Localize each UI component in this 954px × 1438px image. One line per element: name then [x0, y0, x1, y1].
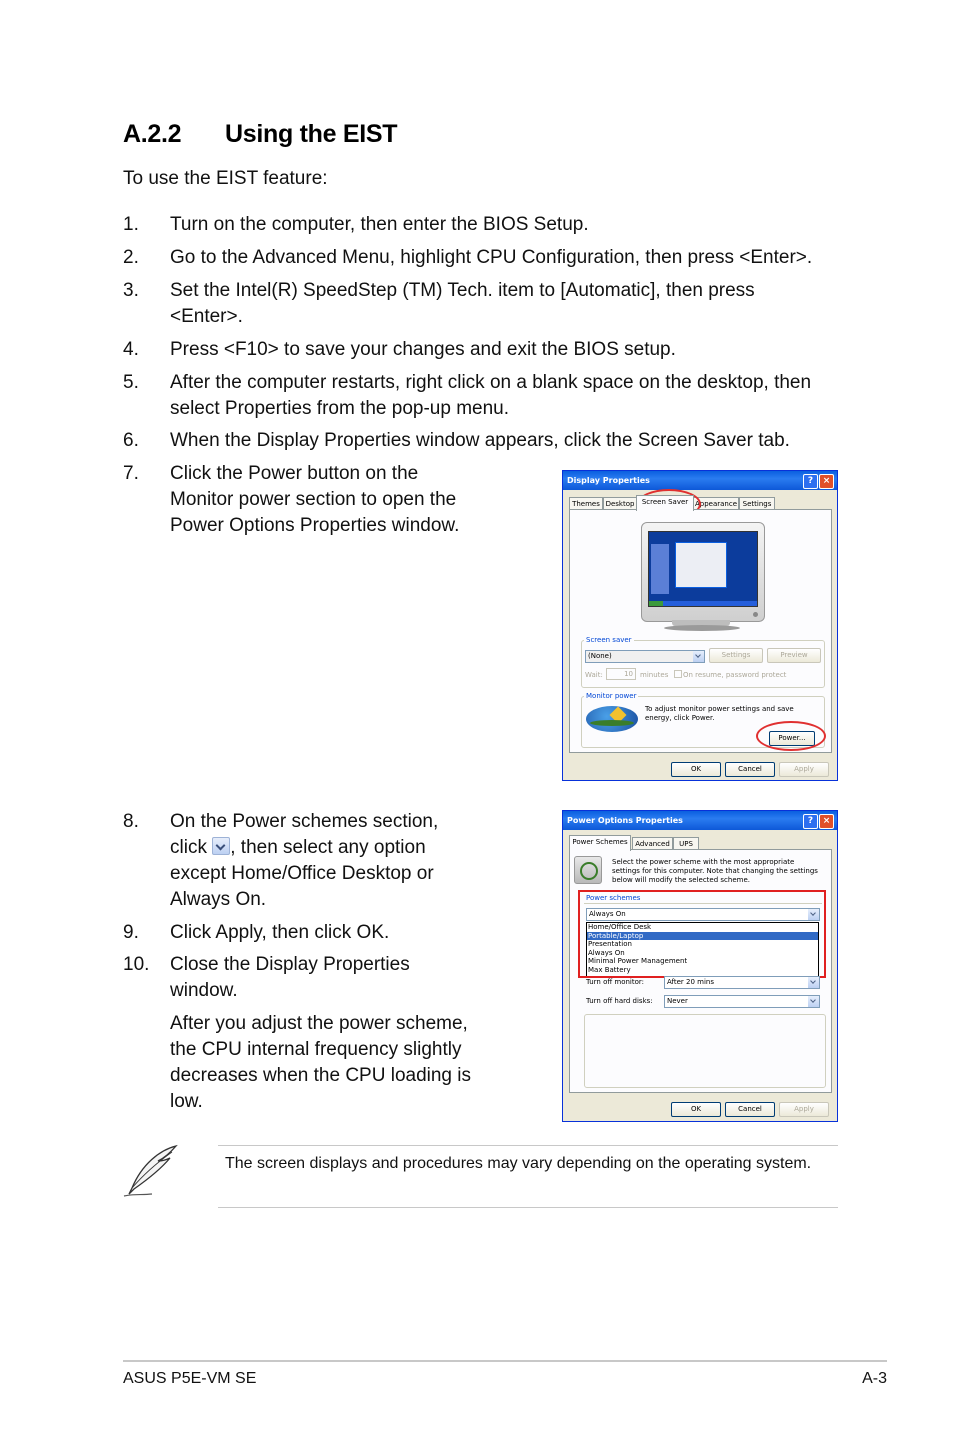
power-options-titlebar: Power Options Properties [563, 811, 837, 830]
settings-group [584, 1014, 826, 1088]
note-text: The screen displays and procedures may vary depending on the operating system. [225, 1155, 812, 1172]
tab-advanced[interactable]: Advanced [632, 837, 673, 850]
list-item[interactable]: Always On [588, 948, 625, 957]
minutes-label: minutes [640, 671, 669, 679]
dropdown-arrow-icon [212, 837, 230, 855]
monitor-off-combo[interactable]: After 20 mins [664, 976, 820, 989]
list-item[interactable]: Minimal Power Management [588, 957, 688, 966]
settings-button[interactable]: Settings [709, 648, 763, 663]
monitor-icon [641, 522, 765, 622]
section-number: A.2.2 [123, 120, 182, 148]
disks-off-label: Turn off hard disks: [586, 997, 653, 1005]
section-heading [123, 120, 397, 149]
tab-desktop[interactable]: Desktop [603, 497, 637, 510]
power-icon [574, 856, 602, 884]
display-properties-window [562, 470, 838, 781]
screen-saver-combo[interactable]: (None) [585, 650, 705, 663]
apply-button[interactable]: Apply [779, 762, 829, 777]
monitor-off-label: Turn off monitor: [586, 978, 645, 986]
chevron-down-icon [808, 977, 819, 988]
power-schemes-panel [569, 849, 832, 1093]
monitor-screen [648, 531, 758, 607]
ok-button[interactable]: OK [671, 1102, 721, 1117]
list-item[interactable]: Max Battery [588, 965, 631, 974]
close-icon[interactable]: × [819, 814, 834, 829]
note-top-rule [218, 1145, 838, 1146]
resume-checkbox[interactable] [674, 670, 682, 678]
help-icon[interactable]: ? [803, 474, 818, 489]
apply-button[interactable]: Apply [779, 1102, 829, 1117]
help-icon[interactable]: ? [803, 814, 818, 829]
cancel-button[interactable]: Cancel [725, 762, 775, 777]
list-item-selected[interactable]: Portable/Laptop [587, 932, 818, 941]
tab-ups[interactable]: UPS [673, 837, 699, 850]
note-bottom-rule [218, 1207, 838, 1208]
ok-button[interactable]: OK [671, 762, 721, 777]
footer-product: ASUS P5E-VM SE [123, 1370, 257, 1387]
resume-label: On resume, password protect [683, 671, 787, 679]
footer-rule [123, 1360, 887, 1362]
feather-pen-icon [120, 1142, 182, 1200]
wait-label: Wait: [585, 671, 603, 679]
power-button[interactable]: Power... [769, 731, 815, 746]
cancel-button[interactable]: Cancel [725, 1102, 775, 1117]
preview-button[interactable]: Preview [767, 648, 821, 663]
intro-text: To use the EIST feature: [123, 168, 328, 189]
power-description: Select the power scheme with the most appropriate settings for this computer. Note that changing the settings below will modify the selected scheme. [612, 858, 818, 884]
tab-screen-saver[interactable]: Screen Saver [636, 495, 694, 511]
power-scheme-combo[interactable]: Always On [586, 908, 820, 921]
energy-star-icon [586, 706, 638, 732]
tab-power-schemes[interactable]: Power Schemes [569, 835, 631, 851]
screen-saver-panel [569, 509, 832, 753]
chevron-down-icon [808, 996, 819, 1007]
tab-appearance[interactable]: Appearance [693, 497, 739, 510]
power-schemes-label: Power schemes [586, 894, 641, 902]
tab-themes[interactable]: Themes [569, 497, 603, 510]
chevron-down-icon [693, 651, 704, 662]
close-icon[interactable]: × [819, 474, 834, 489]
display-properties-titlebar: Display Properties [563, 471, 837, 490]
power-schemes-highlight [578, 890, 826, 978]
monitor-power-text: To adjust monitor power settings and save energy, click Power. [645, 705, 794, 722]
list-item[interactable]: Home/Office Desk [588, 923, 652, 931]
section-title: Using the EIST [225, 120, 398, 148]
screen-saver-label: Screen saver [586, 636, 632, 644]
power-button-highlight [756, 721, 826, 751]
list-item[interactable]: Presentation [588, 940, 632, 949]
tab-settings[interactable]: Settings [739, 497, 775, 510]
disks-off-combo[interactable]: Never [664, 995, 820, 1008]
wait-input[interactable]: 10 [606, 668, 636, 680]
page-number: A-3 [862, 1370, 887, 1387]
monitor-power-label: Monitor power [586, 692, 637, 700]
power-options-window [562, 810, 838, 1122]
